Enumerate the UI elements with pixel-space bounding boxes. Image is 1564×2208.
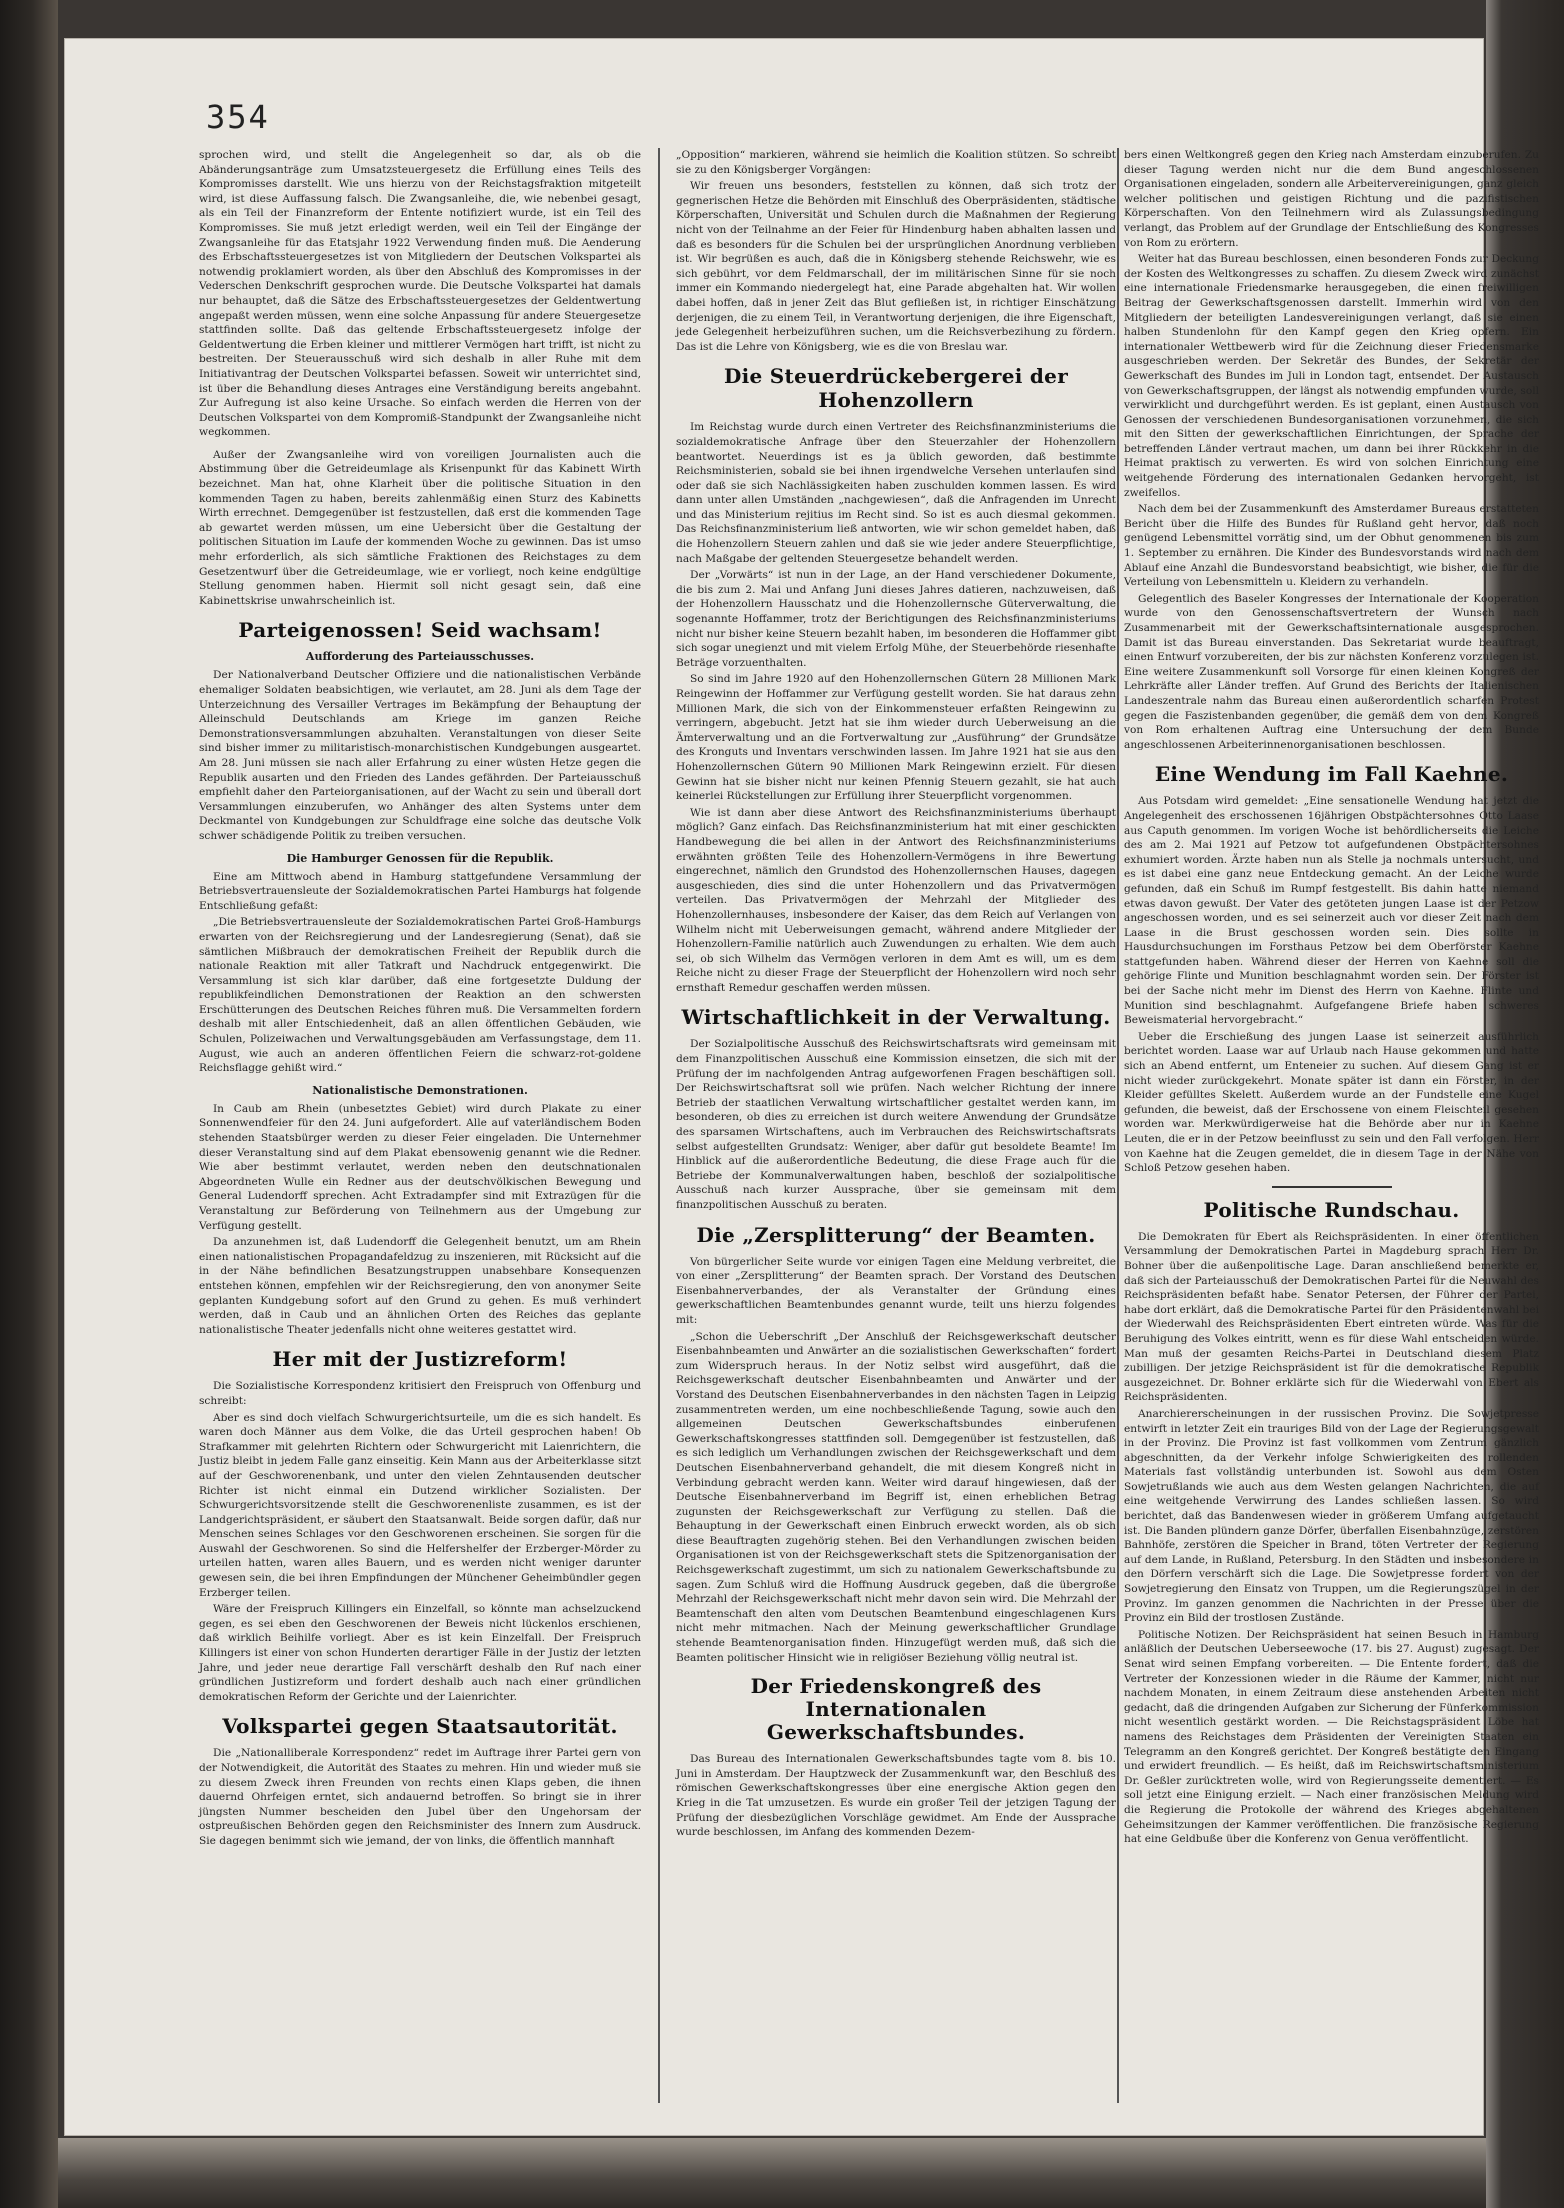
subheadline: Nationalistische Demonstrationen.	[312, 1083, 528, 1097]
headline: Die „Zersplitterung“ der Beamten.	[696, 1222, 1096, 1247]
headline: Eine Wendung im Fall Kaehne.	[1154, 762, 1509, 787]
headline: Wirtschaftlichkeit in der Verwaltung.	[681, 1005, 1111, 1030]
article-paragraph: Politische Notizen. Der Reichspräsident hat seinen Besuch in Hamburg anläßlich der Deutschen Ueberseewoche (17. bis 27. August) zugesagt. Der Senat wird seinen Empfang vorbereiten. — Die Entente fordert, daß die Vertreter der Konzessionen wieder in die Räume der Kammer, nicht nur nachdem Monaten, in einem Zeitraum diese anstehenden Arbeiten nicht gedacht, daß die dringenden Aufgaben zur Sicherung der Fünferkommission nicht wesentlich gestärkt worden. — Die Reichstagspräsident Löbe hat namens des Reichstages dem Präsidenten der Vereinigten Staaten ein Telegramm an den Kongreß gerichtet. Der Kongreß bestätigte den Eingang und erwidert freundlich. — Es heißt, daß im Reichswirtschaftsministerium Dr. Geßler zurücktreten wolle, wird von Regierungsseite dementiert. — Es soll jetzt eine Einigung erzielt. — Nach einer französischen Meldung wird die Regierung die Protokolle der während des Krieges abgehaltenen Geheimsitzungen der Kammer veröffentlichen. Die französische Regierung hat eine Geldbuße über die Konferenz von Genua veröffentlicht.	[1124, 1628, 1539, 1846]
column-rule	[658, 148, 660, 2103]
article-paragraph: Im Reichstag wurde durch einen Vertreter des Reichsfinanzministeriums die sozialdemokratische Anfrage über den Steuerzahler der Hohenzollern beantwortet. Neuerdings ist es ja üblich geworden, daß bestimmte Reichsministerien, sobald sie bei ihnen irgendwelche Versehen unterlaufen sind oder daß sie sich Nachlässigkeiten haben zuschulden kommen lassen. Es wird dann unter allen Umständen „nachgewiesen“, daß die Anfragenden im Unrecht und das Ministerium rejitius im Recht sind. So ist es auch diesmal gekommen. Das Reichsfinanzministerium ließ antworten, wie wir schon gemeldet haben, daß die Hohenzollern Steuern zahlen und daß sie wie jeder andere Steuerpflichtige, nach Maßgabe der geltenden Steuergesetze behandelt werden.	[676, 421, 1116, 565]
page-edge-bottom	[58, 2138, 1486, 2208]
article-paragraph: Die „Nationalliberale Korrespondenz“ redet im Auftrage ihrer Partei gern von der Notwendigkeit, die Autorität des Staates zu mehren. Hin und wieder muß sie zu diesem Zweck ihren Freunden von rechts einen Klaps geben, die ihnen dauernd Ohrfeigen erntet, sich andauernd betroffen. So bringt sie in ihrer jüngsten Nummer bescheiden den Jubel über den Ungehorsam der ostpreußischen Behörden gegen den Reichsminister des Innern zum Ausdruck. Sie dagegen benimmt sich wie jemand, der von links, die öffentlich mannhaft	[199, 1747, 641, 1847]
article-paragraph: „Schon die Ueberschrift „Der Anschluß der Reichsgewerkschaft deutscher Eisenbahnbeamten und Anwärter an die sozialistischen Gewerkschaften“ fordert zum Widerspruch heraus. In der Notiz selbst wird ausgeführt, daß die Reichsgewerkschaft deutscher Eisenbahnbeamten und Anwärter und der Vorstand des Deutschen Eisenbahnerverbandes in den nächsten Tagen in Leipzig zusammentreten werden, um eine nochbeschließende Tagung, sowie auch den allgemeinen Deutschen Gewerkschaftsbundes einberufenen Gewerkschaftskongresses stattfinden soll. Demgegenüber ist festzustellen, daß es sich lediglich um Verhandlungen zwischen der Reichsgewerkschaft und dem Deutschen Eisenbahnerverband gehandelt, die mit diesem Kongreß nicht in Verbindung gebracht werden kann. Weiter wird darauf hingewiesen, daß der Deutsche Eisenbahnerverband im Begriff ist, einen erheblichen Betrag zugunsten der Reichsgewerkschaft zur Verfügung zu stellen. Daß die Behauptung in der Gewerkschaft einen Einbruch erweckt worden, als ob sich diese Beauftragten zugehörig stehen. Bei den Verhandlungen zwischen beiden Organisationen ist von der Reichsgewerkschaft stets die Spitzenorganisation der Reichsgewerkschaft zugestimmt, um sich zu nationalem Gewerkschaftsbunde zu sagen. Zum Schluß wird die Hoffnung Ausdruck gegeben, daß die übergroße Mehrzahl der Reichsgewerkschaft nicht mehr davon sein wird. Die Mehrzahl der Beamtenschaft den alten vom Deutschen Beamtenbund eingeschlagenen Kurs nicht mehr mitmachen. Nach der Meinung gewerkschaftlicher Grundlage stehende Beamtenorganisation finden. Hinzugefügt werden muß, daß sich die Beamten politischer Hinsicht wie in religiöser Beziehung völlig neutral ist.	[676, 1330, 1116, 1664]
article-paragraph: sprochen wird, und stellt die Angelegenheit so dar, als ob die Abänderungsanträge zum Umsatzsteuergesetz die Erfüllung eines Teils des Kompromisses darstellt. Wie uns hierzu von der Reichstagsfraktion mitgeteilt wird, ist diese Auffassung falsch. Die Zwangsanleihe, die, wie nebenbei gesagt, als ein Teil der Finanzreform der Entente notifiziert wurde, ist ein Teil des Kompromisses. Sie muß jetzt erledigt werden, weil ein Teil der Eingänge der Zwangsanleihe für das Etatsjahr 1922 Verwendung finden muß. Die Aenderung des Erbschaftssteuergesetzes ist von Mitgliedern der Deutschen Volkspartei als notwendig proklamiert worden, als über den Abschluß des Kompromisses in der Vederschen Denkschrift gesprochen wurde. Die Deutsche Volkspartei hat damals nur behauptet, daß die Sätze des Erbschaftssteuergesetzes der Geldentwertung angepaßt werden müssen, wenn eine solche Anpassung für andere Steuergesetze stattfinden sollte. Daß das geltende Erbschaftssteuergesetz infolge der Geldentwertung die Erben kleiner und mittlerer Vermögen hart trifft, ist nicht zu bestreiten. Der Steuerausschuß wird sich deshalb in aller Ruhe mit dem Initiativantrag der Deutschen Volkspartei befassen. Soweit wir unterrichtet sind, ist über die Behandlung dieses Antrages eine Verständigung bereits angebahnt. Zur Aufregung ist also keine Ursache. So einfach werden die Herren von der Deutschen Volkspartei von dem Kompromiß-Standpunkt der Zwangsanleihe nicht wegkommen.	[199, 149, 641, 439]
article-paragraph: Von bürgerlicher Seite wurde vor einigen Tagen eine Meldung verbreitet, die von einer „Zersplitterung“ der Beamten sprach. Der Vorstand des Deutschen Eisenbahnerverbandes, der als Veranstalter der Gründung eines gewerkschaftlichen Beamtenbundes genannt wurde, teilt uns hierzu folgendes mit:	[676, 1255, 1116, 1326]
article-paragraph: Aber es sind doch vielfach Schwurgerichtsurteile, um die es sich handelt. Es waren doch Männer aus dem Volke, die das Urteil gesprochen haben! Ob Strafkammer mit gelehrten Richtern oder Schwurgericht mit Laienrichtern, die Justiz bleibt in jedem Falle ganz einseitig. Kein Mann aus der Arbeiterklasse sitzt auf der Geschworenenbank, und unter den vielen Zehntausenden deutscher Richter ist nicht einmal ein Dutzend wirklicher Sozialisten. Der Schwurgerichtsvorsitzende stellt die Geschworenenliste zusammen, es ist der Landgerichtspräsident, er säubert den Staatsanwalt. Beide sorgen dafür, daß nur Menschen seines Schlages vor den Geschworenen erscheinen. Sie sorgen für die Auswahl der Geschworenen. So sind die Helfershelfer der Erzberger-Mörder zu urteilen hatten, waren alles Bauern, und es werden nicht weniger darunter gewesen sein, die bei ihren Empfindungen der Münchener Geheimbündler gegen Erzberger teilen.	[199, 1411, 641, 1599]
subheadline: Aufforderung des Parteiausschusses.	[305, 650, 535, 664]
article-paragraph: Wir freuen uns besonders, feststellen zu können, daß sich trotz der gegnerischen Hetze die Behörden mit Einschluß des Oberpräsidenten, städtische Körperschaften, Universität und Schulen durch die Maßnahmen der Regierung nicht von der Teilnahme an der Feier für Hindenburg haben abhalten lassen und daß es besonders für die Schulen bei der ursprünglichen Anordnung verblieben ist. Wir begrüßen es auch, daß die in Königsberg stehende Reichswehr, wie es sich gebührt, vor dem Feldmarschall, der im militärischen Sinne für sie noch immer ein Kommando niedergelegt hat, eine Parade abgehalten hat. Wir wollen dabei hoffen, daß in jener Zeit das Blut gefließen ist, in richtiger Einschätzung derjenigen, die zu einem Teil, in Verantwortung derjenigen, die ihre Eigenschaft, jede Gelegenheit herbeizuführen suchen, um die Reichsverbezihung zu fördern. Das ist die Lehre von Königsberg, wie es die von Breslau war.	[676, 180, 1116, 353]
column-right	[1124, 148, 1539, 2098]
article-paragraph: Weiter hat das Bureau beschlossen, einen besonderen Fonds zur Deckung der Kosten des Weltkongresses zu schaffen. Zu diesem Zweck wird zunächst eine internationale Friedensmarke herausgegeben, die einen freiwilligen Beitrag der Gewerkschaftsgenossen darstellt. Immerhin wird von den Mitgliedern der beteiligten Landesvereinigungen verlangt, daß sie einen halben Stundenlohn für den Kampf gegen den Krieg opfern. Ein internationaler Wettbewerb wird für die Zeichnung dieser Friedensmarke ausgeschrieben werden. Der Sekretär des Bundes, der Sekretär der Gewerkschaft des Bundes im Juli in London tagt, entsendet. Der Austausch von Gewerkschaftsgruppen, der längst als notwendig empfunden wurde, soll verwirklicht und durchgeführt werden. Es ist geplant, einen Austausch von Genossen der verschiedenen Bundesorganisationen vorzunehmen, die sich mit den Sitten der gewerkschaftlichen Einrichtungen, der Sprache der betreffenden Länder vertraut machen, um dann bei ihrer Rückkehr in die Heimat praktisch zu verwerten. Es wird von solchen Einrichtung eine weitgehende Förderung des internationalen Gedanken hervorgeht, ist zweifellos.	[1124, 253, 1539, 499]
article-paragraph: Der Nationalverband Deutscher Offiziere und die nationalistischen Verbände ehemaliger Soldaten beabsichtigen, wie verlautet, am 28. Juni als dem Tage der Unterzeichnung des Versailler Vertrages im Bekämpfung der Behauptung der Alleinschuld Deutschlands am Kriege im ganzen Reiche Demonstrationsversammlungen abzuhalten. Veranstaltungen von dieser Seite sind bisher immer zu militaristisch-monarchistischen Kundgebungen ausgeartet. Am 28. Juni müssen sie nach aller Erfahrung zu einer wüsten Hetze gegen die Republik ausarten und den Frieden des Landes gefährden. Der Parteiausschuß empfiehlt daher den Parteiorganisationen, auf der Wacht zu sein und überall dort Versammlungen einzuberufen, wo Anhänger des alten Systems unter dem Deckmantel von Kundgebungen zur Schuldfrage eine solche das deutsche Volk schwer schädigende Politik zu treiben versuchen.	[199, 669, 641, 842]
article-paragraph: „Opposition“ markieren, während sie heimlich die Koalition stützen. So schreibt sie zu den Königsberger Vorgängen:	[676, 149, 1116, 176]
article-paragraph: Ueber die Erschießung des jungen Laase ist seinerzeit ausführlich berichtet worden. Laase war auf Urlaub nach Hause gekommen und hatte sich an Abend entfernt, um Enteneier zu suchen. Auf diesem Gang ist er nicht wieder zurückgekehrt. Monate später ist dann ein Förster, in der Kleider gefülltes Skelett. Außerdem wurde an der Fundstelle eine Kugel gefunden, die beweist, daß der Erschossene von einem Fleischteil gesehen worden war. Merkwürdigerweise hat die Behörde aber nur in Kaehne Leuten, die er in der Petzow beeinflusst zu sein und den Fall verfolgen. Herr von Kaehne hat die Zeugen gemeldet, die in diesem Tage in der Nähe von Schloß Petzow gesehen haben.	[1124, 1030, 1539, 1175]
newspaper-page	[64, 38, 1539, 2136]
article-paragraph: Der „Vorwärts“ ist nun in der Lage, an der Hand verschiedener Dokumente, die bis zum 2. Mai und Anfang Juni dieses Jahres datieren, nachzuweisen, daß der Hohenzollern Hausschatz und die Hohenzollernsche Güterverwaltung, die sogenannte Hoffammer, trotz der Berichtigungen des Reichsfinanzministeriums nicht nur bisher keine Steuern bezahlt haben, im besonderen die Hoffammer gibt sich sogar unegienzt und mit vielem Erfolg Mühe, der Steuerbehörde riesenhafte Beträge vorzuenthalten.	[676, 569, 1116, 669]
column-middle	[676, 148, 1116, 2098]
article-paragraph: Die Demokraten für Ebert als Reichspräsidenten. In einer öffentlichen Versammlung der Demokratischen Partei in Magdeburg sprach Herr Dr. Bohner über die außenpolitische Lage. Daran anschließend bemerkte er, daß sich der Parteiausschuß der Demokratischen Partei für die Neuwahl des Reichspräsidenten befaßt habe. Senator Petersen, der Führer der Partei, habe dort erklärt, daß die Demokratische Partei für den Präsidentenwahl bei der Wiederwahl des Reichspräsidenten Ebert eintreten würde. Was für die Beruhigung des Volkes eintritt, wenn es für diese Wahl entscheiden würde. Man muß der gesamten Reichs-Partei in Deutschland diesem Platz zubilligen. Der jetzige Reichspräsident ist für die demokratische Republik ausgezeichnet. Dr. Bohner erklärte sich für die Wiederwahl von Ebert als Reichspräsidenten.	[1124, 1230, 1539, 1404]
column-rule	[1117, 148, 1119, 2103]
article-paragraph: Eine am Mittwoch abend in Hamburg stattgefundene Versammlung der Betriebsvertrauensleute der Sozialdemokratischen Partei Hamburgs hat folgende Entschließung gefaßt:	[199, 870, 641, 912]
article-paragraph: Wäre der Freispruch Killingers ein Einzelfall, so könnte man achselzuckend gegen, es sei eben den Geschworenen der Beweis nicht lückenlos erschienen, daß wirklich Beihilfe vorliegt. Aber es ist kein Einzelfall. Der Freispruch Killingers ist einer von schon Hunderten derartiger Fälle in der Justiz der letzten Jahre, und jeder neue derartige Fall verschärft deshalb den Ruf nach einer gründlichen Justizreform und fordert deshalb auch nach einer gründlichen demokratischen Reform der Gerichte und der Laienrichter.	[199, 1603, 641, 1703]
headline: Politische Rundschau.	[1203, 1197, 1460, 1222]
article-paragraph: Wie ist dann aber diese Antwort des Reichsfinanzministeriums überhaupt möglich? Ganz einfach. Das Reichsfinanzministerium hat mit einer geschickten Handbewegung die bei allen in der Antwort des Reichsfinanzministeriums erwähnten größten Teile des Hohenzollern-Vermögens in ihre Bewertung eingerechnet, nämlich den Grundstod des Hohenzollernschen Hauses, dagegen ausgeschieden, dies sind die unter Hohenzollern und das Privatvermögen verteilen. Das Privatvermögen der Mehrzahl der Mitglieder des Hohenzollernhauses, insbesondere der Kaiser, das dem Reich auf Verlangen von Wilhelm nicht mit Ueberweisungen gemacht, während andere Mitglieder der Hohenzollern-Familie natürlich auch Zuwendungen zu erhalten. Wie dem auch sei, ob sich Wilhelm das Vermögen verloren in dem Amt es will, um es dem Reiche nicht zu dieser Frage der Steuerpflicht der Hohenzollern wird noch sehr ernsthaft Remedur geschaffen werden müssen.	[676, 806, 1116, 994]
article-paragraph: Anarchiererscheinungen in der russischen Provinz. Die Sowjetpresse entwirft in letzter Zeit ein trauriges Bild von der Lage der Regierungsgewalt in der Provinz. Die Provinz ist fast vollkommen vom Zentrum gänzlich abgeschnitten, da der Verkehr infolge Schwierigkeiten des rollenden Materials fast vollständig unterbunden ist. Sowohl aus dem Osten Sowjetrußlands wie auch aus dem Westen gelangen Nachrichten, die auf eine weitgehende Verwirrung des Landes schließen lassen. So wird berichtet, daß das Bandenwesen wieder in größerem Umfang aufgetaucht ist. Die Banden plündern ganze Dörfer, überfallen Eisenbahnzüge, zerstören Bahnhöfe, zerstören die Speicher in Brand, töten Vertreter der Regierung auf dem Lande, in Rußland, Petersburg. In den Städten und insbesondere in den Dörfern verschärft sich die Lage. Die Sowjetpresse fordert von der Sowjetregierung den Einsatz von Truppen, um die Regierungszügel in der Provinz. Im ganzen genommen die Nachrichten in der Presse über die Provinz ein Bild der trostlosen Zustände.	[1124, 1407, 1539, 1625]
book-binding	[0, 0, 58, 2208]
page-number: 354	[206, 98, 270, 136]
column-left	[199, 148, 641, 2098]
article-paragraph: So sind im Jahre 1920 auf den Hohenzollernschen Gütern 28 Millionen Mark Reingewinn der Hoffammer zur Verfügung gestellt worden. Sie hat daraus zehn Millionen Mark, die sich von der Einkommensteuer erfaßten Reingewinn zu verringern, abgebucht. Jetzt hat sie ihm wieder durch Ueberweisung an die Ämterverwaltung und an die Fortverwaltung zur „Ausführung“ der Grundsätze des Kronguts und Inventars verschwinden lassen. Im Jahre 1921 hat sie aus den Hohenzollernschen Gütern 90 Millionen Mark Reingewinn erzielt. Für diesen Gewinn hat sie bisher nicht nur keinen Pfennig Steuern gezahlt, sie hat auch keinerlei Rückstellungen zur Erfüllung ihrer Steuerpflicht vorgenommen.	[676, 673, 1116, 803]
article-paragraph: Das Bureau des Internationalen Gewerkschaftsbundes tagte vom 8. bis 10. Juni in Amsterdam. Der Hauptzweck der Zusammenkunft war, den Beschluß des römischen Gewerkschaftskongresses über eine energische Aktion gegen den Krieg in die Tat umzusetzen. Es wurde ein großer Teil der jetzigen Tagung der Prüfung der diesbezüglichen Vorschläge gewidmet. Am Ende der Aussprache wurde beschlossen, im Anfang des kommenden Dezem-	[676, 1753, 1116, 1839]
article-paragraph: Aus Potsdam wird gemeldet: „Eine sensationelle Wendung hat jetzt die Angelegenheit des erschossenen 16jährigen Obstpächtersohnes Otto Laase aus Caputh genommen. Im vorigen Woche ist behördlicherseits die Leiche des am 2. Mai 1921 auf Petzow tot aufgefundenen Obstpächtersohnes exhumiert worden. Ärzte haben nun als Stelle ja nochmals untersucht, und es ist dabei eine ganz neue Entdeckung gemacht. An der Leiche wurde gefunden, daß ein Schuß im Rumpf festgestellt. Bis dahin hatte niemand etwas davon gewußt. Der Vater des getöteten jungen Laase ist der Petzow angeschossen worden, und es sei seinerzeit auch vor dieser Zeit nach dem Laase in die Brust geschossen worden sein. Dies sollte in Hausdurchsuchungen im Forsthaus Petzow bei dem Oberförster Kaehne stattgefunden haben. Während dieser der Herren von Kaehne soll die gehörige Flinte und Munition beschlagnahmt worden sein. Der Förster ist bei der Sache nicht mehr im Dienst des Herrn von Kaehne. Flinte und Munition sind beschlagnahmt. Aufgefangene Briefe haben schweres Beweismaterial hervorgebracht.“	[1124, 795, 1539, 1027]
section-divider	[1272, 1186, 1392, 1188]
article-paragraph: Gelegentlich des Baseler Kongresses der Internationale der Kooperation wurde von den Genossenschaftsvertretern der Wunsch nach Zusammenarbeit mit der Gewerkschaftsinternationale ausgesprochen. Damit ist das Bureau einverstanden. Das Sekretariat wurde beauftragt, einen Entwurf vorzubereiten, der bis zur nächsten Konferenz vorzulegen ist. Eine weitere Zusammenkunft soll Vorsorge für einen kleinen Kongreß der Lehrkräfte aller Länder treffen. Auf Grund des Berichts der Italienischen Landeszentrale nahm das Bureau einen außerordentlich scharfen Protest gegen die Faszistenbanden gegenüber, die gemäß dem von dem Kongreß von Rom erhaltenen Auftrag eine Untersuchung der dem Bunde angeschlossenen Arbeiterinnenorganisationen beschlossen.	[1124, 592, 1539, 751]
article-paragraph: Die Sozialistische Korrespondenz kritisiert den Freispruch von Offenburg und schreibt:	[199, 1380, 641, 1407]
article-paragraph: Nach dem bei der Zusammenkunft des Amsterdamer Bureaus erstatteten Bericht über die Hilfe des Bundes für Rußland geht hervor, daß noch genügend Lebensmittel vorrätig sind, um der Obhut genommenen bis zum 1. September zu ernähren. Die Kinder des Bundesvorstands wird nach dem Ablauf eine Anzahl die Bundesvorstand beabsichtigt, wie bisher, die für die Verteilung von Lebensmitteln u. Kleidern zu verhandeln.	[1124, 503, 1539, 589]
headline: Die Steuerdrückebergerei der Hohenzollern	[723, 364, 1069, 413]
article-paragraph: Da anzunehmen ist, daß Ludendorff die Gelegenheit benutzt, um am Rhein einen nationalistischen Propagandafeldzug zu inszenieren, mit Rücksicht auf die in der Nähe befindlichen Besatzungstruppen unabsehbare Konsequenzen entstehen können, empfehlen wir der Reichsregierung, den von anonymer Seite geplanten Kundgebung sofort auf den Grund zu gehen. Es muß verhindert werden, daß in Caub und an ähnlichen Orten des Reiches das geplante nationalistische Theater jedenfalls nicht ohne weiteres gestattet wird.	[199, 1236, 641, 1336]
headline: Her mit der Justizreform!	[272, 1347, 568, 1372]
subheadline: Die Hamburger Genossen für die Republik.	[286, 851, 554, 865]
article-paragraph: „Die Betriebsvertrauensleute der Sozialdemokratischen Partei Groß-Hamburgs erwarten von der Reichsregierung und der Landesregierung (Senat), daß sie sämtlichen Mißbrauch der demokratischen Freiheit der Republik durch die nationale Reaktion mit aller Tatkraft und Nachdruck entgegenwirkt. Die Versammlung ist sich klar darüber, daß eine fortgesetzte Duldung der republikfeindlichen Demonstrationen der Reaktion an den schwersten Erschütterungen des Deutschen Reiches führen muß. Die Versammelten fordern deshalb mit aller Entschiedenheit, daß an allen öffentlichen Gebäuden, wie Schulen, Polizeiwachen und Verwaltungsgebäuden am Verfassungstage, dem 11. August, wie auch an anderen öffentlichen Feiern die schwarz-rot-goldene Reichsflagge gehißt wird.“	[199, 916, 641, 1075]
article-paragraph: Außer der Zwangsanleihe wird von voreiligen Journalisten auch die Abstimmung über die Getreideumlage als Krisenpunkt für das Kabinett Wirth bezeichnet. Man hat, ohne Klarheit über die politische Situation in den kommenden Tagen zu haben, bereits zahlenmäßig einen Sturz des Kabinetts Wirth errechnet. Demgegenüber ist festzustellen, daß erst die kommenden Tage ab gewartet werden müssen, um eine Uebersicht über die Gestaltung der politischen Situation im Laufe der kommenden Woche zu gewinnen. Das ist umso mehr erforderlich, als sich sämtliche Fraktionen des Reichstages zu dem Gesetzentwurf über die Getreideumlage, wie er vorliegt, noch keine endgültige Stellung genommen haben. Hiermit soll nicht gesagt sein, daß eine Kabinettskrise unwahrscheinlich ist.	[199, 448, 641, 607]
article-paragraph: Der Sozialpolitische Ausschuß des Reichswirtschaftsrats wird gemeinsam mit dem Finanzpolitischen Ausschuß eine Kommission einsetzen, die sich mit der Prüfung der im nachfolgenden Antrag aufgeworfenen Fragen beschäftigen soll. Der Reichswirtschaftsrat soll wie prüfen. Nach welcher Richtung der innere Betrieb der staatlichen Verwaltung wirtschaftlicher gestaltet werden kann, im besonderen, ob dies zu erreichen ist durch weitere Anwendung der Grundsätze des sparsamen Wirtschaftens, auch im Verbrauchen des Reichswirtschaftsrats selbst aufgestellten Grundsatz: Weniger, aber dafür gut besoldete Beamte! Im Hinblick auf die außerordentliche Bedeutung, die diese Frage auch für die Betriebe der Kommunalverwaltungen haben, beschloß der sozialpolitische Ausschuß nach kurzer Aussprache, über sie gemeinsam mit dem finanzpolitischen Ausschuß zu beraten.	[676, 1038, 1116, 1211]
headline: Volkspartei gegen Staatsautorität.	[222, 1714, 618, 1739]
article-paragraph: In Caub am Rhein (unbesetztes Gebiet) wird durch Plakate zu einer Sonnenwendfeier für den 24. Juni aufgefordert. Alle auf vaterländischem Boden stehenden Staatsbürger werden zu dieser Feier eingeladen. Die Unternehmer dieser Veranstaltung sind auf dem Plakat ebensowenig genannt wie die Redner. Wie aber bestimmt verlautet, werden neben den deutschnationalen Abgeordneten Wulle ein Redner aus der deutschvölkischen Bewegung und General Ludendorff sprechen. Acht Extradampfer sind mit Extrazügen für die Veranstaltung zur Beförderung von Teilnehmern aus der Umgebung zur Verfügung gestellt.	[199, 1102, 641, 1232]
headline: Der Friedenskongreß des Internationalen Gewerkschaftsbundes.	[750, 1674, 1042, 1745]
headline: Parteigenossen! Seid wachsam!	[238, 618, 602, 643]
article-paragraph: bers einen Weltkongreß gegen den Krieg nach Amsterdam einzuberufen. Zu dieser Tagung werden nicht nur die dem Bund angeschlossenen Organisationen eingeladen, sondern alle Arbeitervereinigungen, ganz gleich welcher politischen und geistigen Richtung und die pazifistischen Körperschaften. Von den Teilnehmern wird als Zulassungsbedingung verlangt, das Problem auf der Grundlage der Entschließung des Kongresses von Rom zu erörtern.	[1124, 149, 1539, 249]
